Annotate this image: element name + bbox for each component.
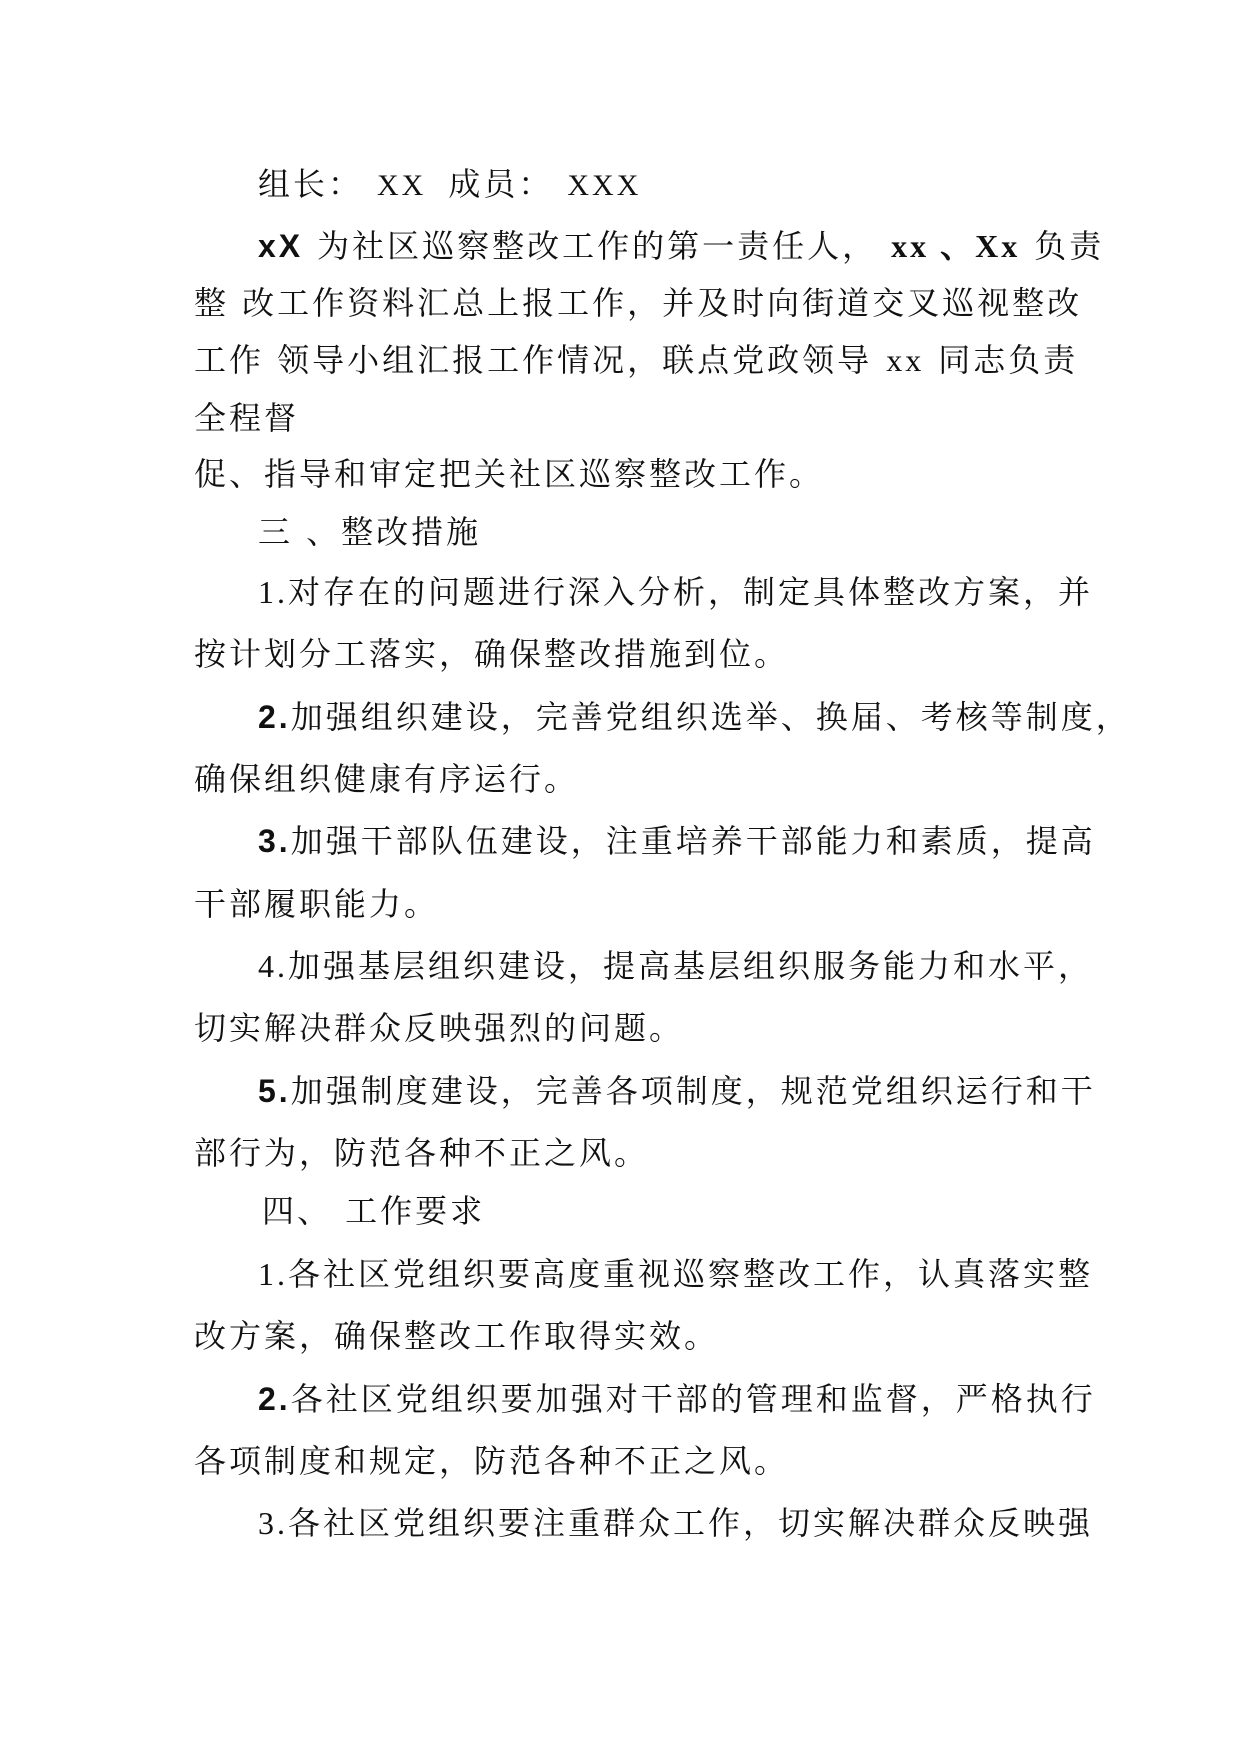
leader-name: xx	[886, 342, 925, 378]
s3-item-3-text: 加强干部队伍建设，注重培养干部能力和素质，提高	[290, 822, 1096, 860]
responsibility-text-3a: 工作 领导小组汇报工作情况，联点党政领导	[194, 341, 873, 379]
s3-item-2-num: 2.	[258, 699, 291, 735]
s3-item-4-text: 加强基层组织建设，提高基层组织服务能力和水平，	[288, 947, 1094, 985]
s4-item-1-line-2: 改方案，确保整改工作取得实效。	[194, 1317, 720, 1355]
s4-item-2-line-1	[258, 1379, 1138, 1419]
responsibility-text-3b: 同志负责	[938, 341, 1079, 379]
responsibility-line-3	[194, 340, 1079, 380]
s4-item-2-line-2: 各项制度和规定，防范各种不正之风。	[194, 1442, 790, 1480]
s3-item-2-text: 加强组织建设，完善党组织选举、换届、考核等制度，	[290, 698, 1131, 736]
responsibility-line-5: 促、指导和审定把关社区巡察整改工作。	[194, 455, 825, 493]
assistant-names: xx 、Xx	[891, 228, 1021, 264]
member-value: XXX	[567, 169, 642, 202]
s3-item-3-num: 3.	[258, 823, 291, 859]
s3-item-4-num: 4.	[258, 948, 288, 984]
s3-item-3-line-2: 干部履职能力。	[194, 885, 440, 923]
s3-item-4-line-1	[258, 946, 1138, 986]
s3-item-5-line-2: 部行为，防范各种不正之风。	[194, 1134, 650, 1172]
responsibility-line-4: 全程督	[194, 399, 300, 437]
s3-item-1-line-1	[258, 572, 1138, 612]
s3-item-5-text: 加强制度建设，完善各项制度，规范党组织运行和干	[290, 1072, 1096, 1110]
s3-item-5-num: 5.	[258, 1073, 291, 1109]
member-label: 成员：	[448, 165, 554, 203]
s3-item-1-text: 对存在的问题进行深入分析，制定具体整改方案，并	[288, 573, 1094, 611]
s3-item-3-line-1	[258, 821, 1138, 861]
s3-item-2-line-2: 确保组织健康有序运行。	[194, 760, 580, 798]
s3-item-1-line-2: 按计划分工落实，确保整改措施到位。	[194, 635, 790, 673]
s3-item-2-line-1	[258, 697, 1138, 737]
leader-line	[258, 164, 1138, 206]
s4-item-3-num: 3.	[258, 1505, 288, 1541]
leader-label: 组长：	[258, 165, 364, 203]
responsibility-text-2: 负责	[1034, 227, 1105, 265]
s3-item-4-line-2: 切实解决群众反映强烈的问题。	[194, 1009, 685, 1047]
s3-item-5-line-1	[258, 1071, 1138, 1111]
s4-item-2-text: 各社区党组织要加强对干部的管理和监督，严格执行	[290, 1380, 1096, 1418]
responsibility-line-2: 整 改工作资料汇总上报工作，并及时向街道交叉巡视整改	[194, 284, 1083, 322]
s4-item-3-line-1	[258, 1503, 1138, 1543]
s4-item-1-num: 1.	[258, 1256, 288, 1292]
responsibility-text-1: 为社区巡察整改工作的第一责任人，	[317, 227, 878, 265]
s4-item-3-text: 各社区党组织要注重群众工作，切实解决群众反映强	[288, 1504, 1094, 1542]
s4-item-1-text: 各社区党组织要高度重视巡察整改工作，认真落实整	[288, 1255, 1094, 1293]
responsible-person-name: xX	[258, 228, 304, 264]
s3-item-1-num: 1.	[258, 574, 288, 610]
section-3-heading: 三 、整改措施	[258, 513, 482, 551]
s4-item-2-num: 2.	[258, 1381, 291, 1417]
section-4-heading: 四、 工作要求	[262, 1192, 486, 1230]
responsibility-line-1	[258, 226, 1138, 266]
s4-item-1-line-1	[258, 1254, 1138, 1294]
leader-value: XX	[377, 169, 427, 202]
